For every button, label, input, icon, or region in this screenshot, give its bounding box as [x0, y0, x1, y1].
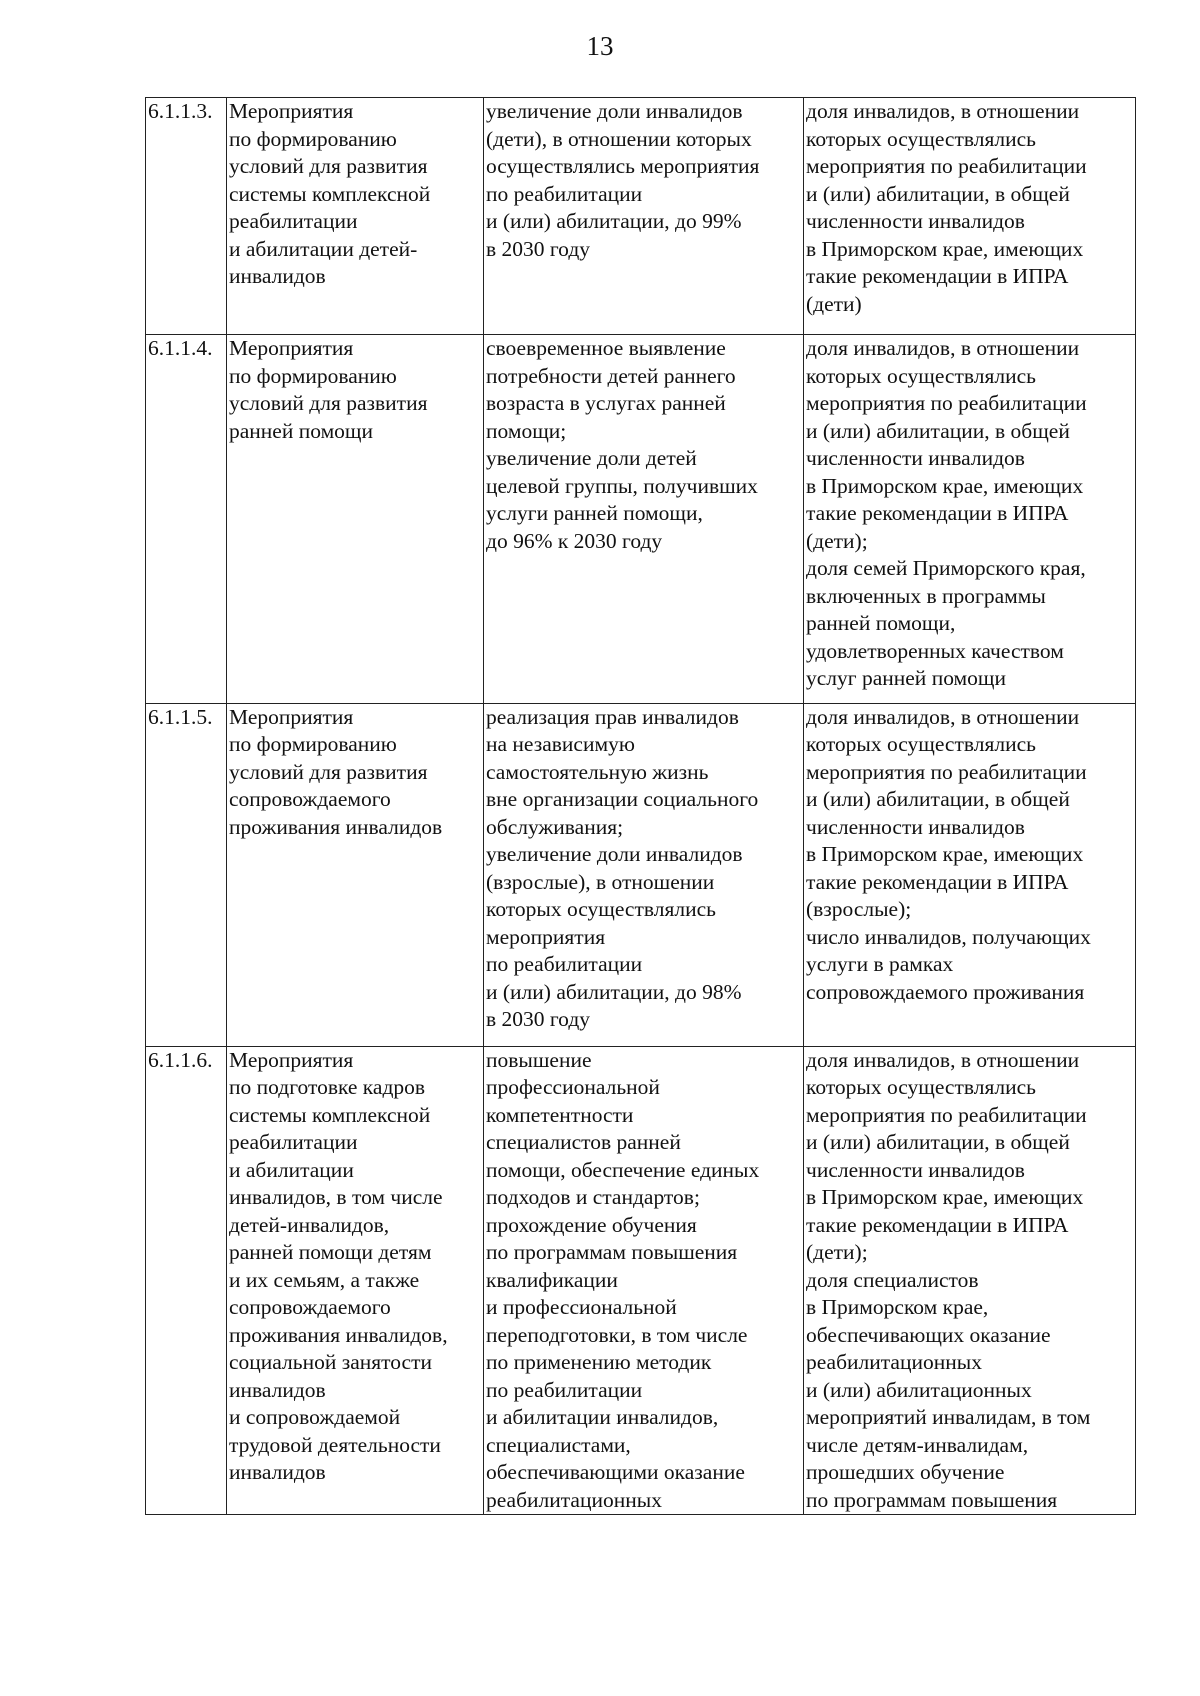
- measure-line: и абилитации: [229, 1157, 354, 1182]
- measure-line: трудовой деятельности: [229, 1432, 441, 1457]
- measure-line: Мероприятия: [229, 1047, 354, 1072]
- result-line: и абилитации инвалидов,: [486, 1405, 719, 1429]
- indicator-line: удовлетворенных качеством: [806, 638, 1064, 663]
- row-number-cell: [146, 335, 227, 704]
- indicator-line: мероприятия по реабилитации: [806, 154, 1087, 178]
- measure-line: условий для развития: [229, 391, 428, 415]
- measure-line: инвалидов: [229, 1377, 326, 1402]
- row-number: 6.1.1.4.: [148, 336, 213, 360]
- measure-cell: [227, 703, 484, 1046]
- measure-line: ранней помощи детям: [229, 1240, 432, 1264]
- result-line: на независимую: [486, 732, 635, 756]
- result-line: по реабилитации: [486, 181, 643, 206]
- measure-line: системы комплексной: [229, 1102, 431, 1127]
- indicator-cell: [804, 703, 1136, 1046]
- result-line: по реабилитации: [486, 952, 643, 976]
- measure-line: по формированию: [229, 732, 397, 756]
- indicator-line: мероприятия по реабилитации: [806, 759, 1087, 784]
- row-number: 6.1.1.6.: [148, 1047, 213, 1072]
- indicator-line: доля инвалидов, в отношении: [806, 1047, 1080, 1072]
- measure-line: по подготовке кадров: [229, 1075, 426, 1099]
- indicator-line: ранней помощи,: [806, 611, 956, 635]
- indicator-cell: [804, 1046, 1136, 1515]
- table-row: [146, 98, 1136, 335]
- indicator-line: число инвалидов, получающих: [806, 924, 1091, 949]
- indicator-line: (дети);: [806, 528, 868, 553]
- measure-line: инвалидов: [229, 264, 326, 288]
- measure-line: и сопровождаемой: [229, 1405, 401, 1429]
- result-line: увеличение доли инвалидов: [486, 842, 743, 866]
- indicator-line: числе детям-инвалидам,: [806, 1432, 1029, 1457]
- measure-line: по формированию: [229, 363, 397, 388]
- result-line: (взрослые), в отношении: [486, 869, 715, 894]
- result-line: по реабилитации: [486, 1377, 643, 1402]
- result-line: повышение: [486, 1047, 592, 1072]
- indicator-line: численности инвалидов: [806, 209, 1025, 233]
- indicator-line: доля семей Приморского края,: [806, 556, 1086, 580]
- result-line: по программам повышения: [486, 1240, 738, 1264]
- measure-line: условий для развития: [229, 154, 428, 178]
- table-row: [146, 1046, 1136, 1515]
- indicator-line: реабилитационных: [806, 1350, 982, 1374]
- measure-line: проживания инвалидов,: [229, 1322, 448, 1347]
- indicator-line: в Приморском крае, имеющих: [806, 842, 1084, 866]
- measure-line: и абилитации детей-: [229, 236, 418, 261]
- indicator-cell: [804, 335, 1136, 704]
- indicator-cell: [804, 98, 1136, 335]
- result-cell: [484, 98, 804, 335]
- result-line: и (или) абилитации, до 98%: [486, 979, 742, 1004]
- result-line: специалистов ранней: [486, 1130, 681, 1154]
- measure-line: сопровождаемого: [229, 787, 391, 811]
- measure-line: реабилитации: [229, 209, 358, 233]
- indicator-line: и (или) абилитационных: [806, 1377, 1032, 1402]
- measure-line: социальной занятости: [229, 1350, 432, 1374]
- measure-cell: [227, 1046, 484, 1515]
- result-line: своевременное выявление: [486, 336, 726, 360]
- row-number: 6.1.1.5.: [148, 704, 213, 729]
- indicator-line: и (или) абилитации, в общей: [806, 1130, 1070, 1154]
- result-line: и профессиональной: [486, 1295, 677, 1319]
- measure-line: Мероприятия: [229, 99, 354, 123]
- measure-cell: [227, 335, 484, 704]
- indicator-line: такие рекомендации в ИПРА: [806, 264, 1069, 288]
- indicator-line: услуг ранней помощи: [806, 666, 1006, 690]
- measure-line: реабилитации: [229, 1130, 358, 1154]
- indicator-line: обеспечивающих оказание: [806, 1322, 1051, 1347]
- indicator-line: прошедших обучение: [806, 1460, 1005, 1484]
- result-line: в 2030 году: [486, 236, 591, 261]
- indicator-line: в Приморском крае,: [806, 1295, 989, 1319]
- row-number-cell: [146, 98, 227, 335]
- table-row: [146, 703, 1136, 1046]
- result-line: квалификации: [486, 1267, 618, 1292]
- indicator-line: которых осуществлялись: [806, 126, 1036, 151]
- indicator-line: которых осуществлялись: [806, 1075, 1036, 1099]
- indicator-line: в Приморском крае, имеющих: [806, 473, 1084, 498]
- result-cell: [484, 335, 804, 704]
- measure-line: и их семьям, а также: [229, 1267, 420, 1292]
- measures-table: [145, 97, 1136, 1515]
- result-line: возраста в услугах ранней: [486, 391, 726, 415]
- indicator-line: численности инвалидов: [806, 446, 1025, 470]
- result-line: подходов и стандартов;: [486, 1185, 700, 1209]
- indicator-line: мероприятия по реабилитации: [806, 391, 1087, 415]
- indicator-line: и (или) абилитации, в общей: [806, 787, 1070, 811]
- measure-line: по формированию: [229, 126, 397, 151]
- indicator-line: которых осуществлялись: [806, 363, 1036, 388]
- measure-line: Мероприятия: [229, 336, 354, 360]
- indicator-line: такие рекомендации в ИПРА: [806, 1212, 1069, 1237]
- result-line: компетентности: [486, 1102, 634, 1127]
- measure-line: сопровождаемого: [229, 1295, 391, 1319]
- indicator-line: доля инвалидов, в отношении: [806, 336, 1080, 360]
- measure-line: инвалидов, в том числе: [229, 1185, 443, 1209]
- result-line: переподготовки, в том числе: [486, 1322, 748, 1347]
- result-line: мероприятия: [486, 924, 606, 949]
- result-line: обеспечивающими оказание: [486, 1460, 745, 1484]
- row-number: 6.1.1.3.: [148, 99, 213, 123]
- indicator-line: услуги в рамках: [806, 952, 954, 976]
- result-line: самостоятельную жизнь: [486, 759, 709, 784]
- indicator-line: которых осуществлялись: [806, 732, 1036, 756]
- result-line: потребности детей раннего: [486, 363, 736, 388]
- measure-line: детей-инвалидов,: [229, 1212, 390, 1237]
- measure-line: ранней помощи: [229, 418, 373, 443]
- result-cell: [484, 703, 804, 1046]
- indicator-line: (взрослые);: [806, 897, 912, 921]
- indicator-line: такие рекомендации в ИПРА: [806, 869, 1069, 894]
- indicator-line: и (или) абилитации, в общей: [806, 181, 1070, 206]
- measure-line: проживания инвалидов: [229, 814, 443, 839]
- row-number-cell: [146, 1046, 227, 1515]
- indicator-line: в Приморском крае, имеющих: [806, 236, 1084, 261]
- result-line: которых осуществлялись: [486, 897, 716, 921]
- indicator-line: (дети);: [806, 1240, 868, 1264]
- row-number-cell: [146, 703, 227, 1046]
- result-line: и (или) абилитации, до 99%: [486, 209, 742, 233]
- indicator-line: сопровождаемого проживания: [806, 979, 1085, 1004]
- result-line: реабилитационных: [486, 1487, 662, 1512]
- result-line: профессиональной: [486, 1075, 660, 1099]
- table-row: [146, 335, 1136, 704]
- result-line: обслуживания;: [486, 814, 624, 839]
- indicator-line: численности инвалидов: [806, 814, 1025, 839]
- indicator-line: и (или) абилитации, в общей: [806, 418, 1070, 443]
- measure-line: условий для развития: [229, 759, 428, 784]
- indicator-line: (дети): [806, 291, 862, 316]
- result-line: услуги ранней помощи,: [486, 501, 703, 525]
- indicator-line: включенных в программы: [806, 583, 1046, 608]
- result-line: специалистами,: [486, 1432, 631, 1457]
- result-line: целевой группы, получивших: [486, 473, 758, 498]
- page-number: 13: [586, 31, 614, 61]
- result-line: осуществлялись мероприятия: [486, 154, 760, 178]
- indicator-line: доля инвалидов, в отношении: [806, 704, 1080, 729]
- result-line: в 2030 году: [486, 1007, 591, 1031]
- result-line: увеличение доли детей: [486, 446, 697, 470]
- measure-cell: [227, 98, 484, 335]
- indicator-line: в Приморском крае, имеющих: [806, 1185, 1084, 1209]
- result-line: по применению методик: [486, 1350, 712, 1374]
- measure-line: Мероприятия: [229, 704, 354, 729]
- result-line: вне организации социального: [486, 787, 759, 811]
- result-line: помощи;: [486, 418, 567, 443]
- measure-line: системы комплексной: [229, 181, 431, 206]
- result-line: до 96% к 2030 году: [486, 528, 663, 553]
- indicator-line: мероприятий инвалидам, в том: [806, 1405, 1091, 1429]
- result-cell: [484, 1046, 804, 1515]
- indicator-line: по программам повышения: [806, 1487, 1058, 1512]
- result-line: увеличение доли инвалидов: [486, 99, 743, 123]
- indicator-line: доля инвалидов, в отношении: [806, 99, 1080, 123]
- result-line: (дети), в отношении которых: [486, 126, 752, 151]
- indicator-line: численности инвалидов: [806, 1157, 1025, 1182]
- indicator-line: такие рекомендации в ИПРА: [806, 501, 1069, 525]
- measure-line: инвалидов: [229, 1460, 326, 1484]
- indicator-line: мероприятия по реабилитации: [806, 1102, 1087, 1127]
- result-line: прохождение обучения: [486, 1212, 697, 1237]
- result-line: помощи, обеспечение единых: [486, 1157, 760, 1182]
- indicator-line: доля специалистов: [806, 1267, 979, 1292]
- result-line: реализация прав инвалидов: [486, 704, 739, 729]
